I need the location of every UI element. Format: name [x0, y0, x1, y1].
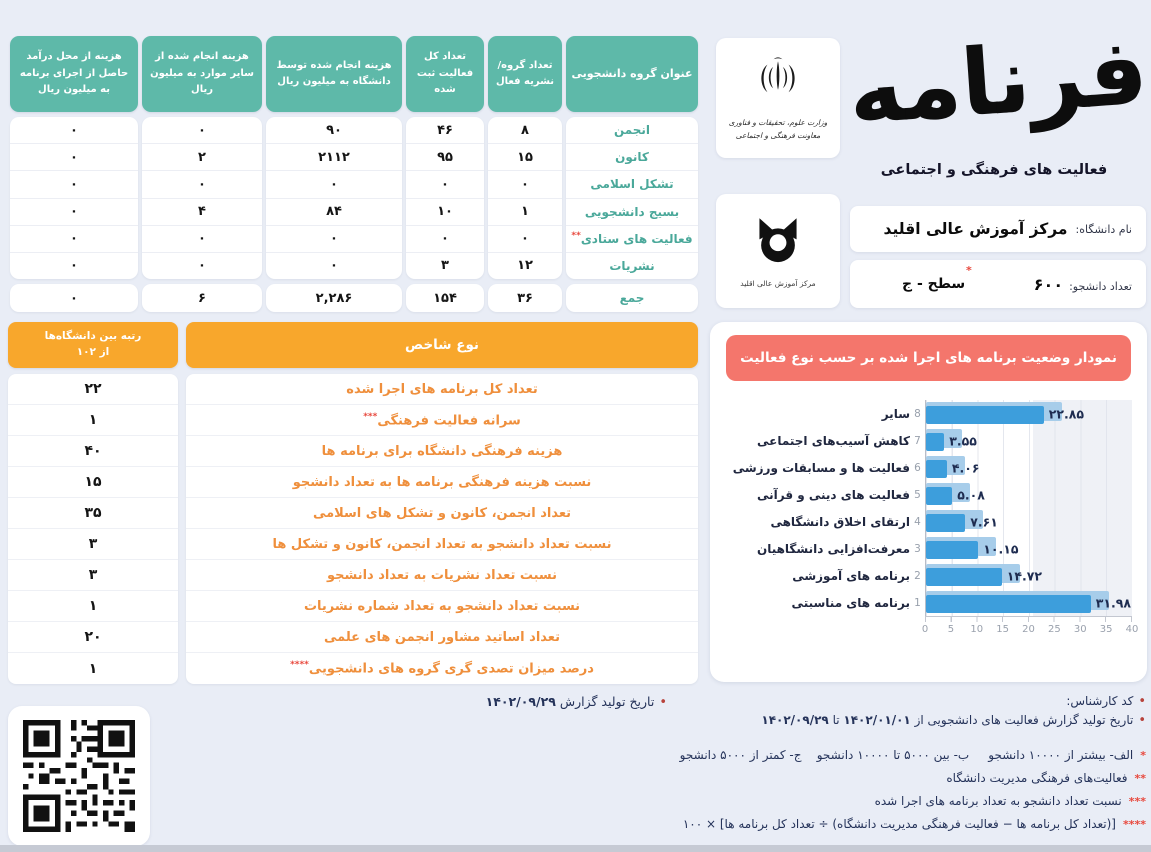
rank-cell: ۲۲ — [8, 374, 178, 405]
total-cell: ۶ — [142, 284, 262, 312]
university-name-label: نام دانشگاه: — [1075, 222, 1132, 236]
rank-cell: ۳ — [8, 560, 178, 591]
table-cell: ۰ — [266, 226, 402, 253]
activity-col-univ-cost-header: هزینه انجام شده توسط دانشگاه به میلیون ریال — [266, 36, 402, 112]
bar — [925, 562, 1132, 589]
total-cell: ۰ — [10, 284, 138, 312]
group-label: بسیج دانشجویی — [566, 199, 698, 226]
report-date-value: ۱۴۰۲/۰۹/۲۹ — [485, 694, 556, 709]
qr-code — [8, 706, 150, 846]
table-cell: ۰ — [266, 171, 402, 198]
group-label: کانون — [566, 144, 698, 171]
table-cell: ۴ — [142, 199, 262, 226]
bar — [925, 400, 1132, 427]
indicator-row: تعداد کل برنامه های اجرا شده — [186, 374, 698, 405]
rank-cell: ۱ — [8, 405, 178, 436]
bullet-icon: • — [659, 695, 667, 710]
activity-col-groups-body — [566, 117, 698, 279]
group-label: نشریات — [609, 258, 655, 273]
chart-bar-row: فعالیت های دینی و قرآنی 5 ۵.۰۸ — [730, 481, 1137, 508]
report-range-note: •تاریخ تولید گزارش فعالیت های دانشجویی از ۱۴۰۲/۰۱/۰۱ تا ۱۴۰۲/۰۹/۲۹ — [761, 713, 1146, 728]
activity-col-groups-header: عنوان گروه دانشجویی — [566, 36, 698, 112]
bar — [925, 589, 1132, 616]
table-cell: ۰ — [10, 117, 138, 144]
university-logo-icon — [749, 214, 807, 272]
rank-cell: ۳ — [8, 529, 178, 560]
students-label: تعداد دانشجو: — [1069, 279, 1132, 293]
bar-value-label: ۵.۰۸ — [957, 487, 985, 502]
group-label: انجمن — [566, 117, 698, 144]
activity-col-groups — [566, 36, 698, 312]
table-cell: ۰ — [10, 144, 138, 171]
table-cell: ۰ — [488, 171, 562, 198]
indicator-row: نسبت تعداد دانشجو به تعداد شماره نشریات — [186, 591, 698, 622]
activity-col-univ-cost — [266, 36, 402, 312]
indicator-table — [6, 322, 698, 684]
red-note-marker: **** — [290, 660, 309, 671]
table-cell: ۰ — [406, 171, 484, 198]
activity-col-active — [488, 36, 562, 312]
bar-value-label: ۲۲.۸۵ — [1048, 406, 1084, 421]
rank-cell: ۴۰ — [8, 436, 178, 467]
students-value: ۶۰۰ — [1033, 274, 1064, 294]
footnote-formula: ****[(تعداد کل برنامه ها − فعالیت فرهنگی مدیریت دانشگاه) ÷ تعداد کل برنامه ها] × ۱۰۰ — [682, 817, 1146, 831]
ministry-deputy: معاونت فرهنگی و اجتماعی — [735, 131, 821, 140]
rank-cell: ۲۰ — [8, 622, 178, 653]
table-cell: ۲ — [142, 144, 262, 171]
footnote-level-legend: *الف- بیشتر از ۱۰۰۰۰ دانشجو ب- بین ۵۰۰۰ تا ۱۰۰۰۰ دانشجو ج- کمتر از ۵۰۰۰ دانشجو — [679, 748, 1146, 762]
table-cell: ۰ — [142, 226, 262, 253]
chart-bar-row: کاهش آسیب‌های اجتماعی 7 ۳.۵۵ — [730, 427, 1137, 454]
bar-value-label: ۴.۰۶ — [951, 460, 980, 475]
total-cell: ۱۵۴ — [406, 284, 484, 312]
table-cell: ۰ — [10, 199, 138, 226]
indicator-row: نسبت تعداد دانشجو به تعداد انجمن، کانون و تشکل ها — [186, 529, 698, 560]
activity-col-total-activities-header: تعداد کل فعالیت ثبت شده — [406, 36, 484, 112]
indicator-row: سرانه فعالیت فرهنگی*** — [186, 405, 698, 436]
chart-title: نمودار وضعیت برنامه های اجرا شده بر حسب نوع فعالیت — [726, 335, 1131, 381]
total-cell: ۳۶ — [488, 284, 562, 312]
table-cell: ۰ — [142, 171, 262, 198]
chart-bar-row: ارتقای اخلاق دانشگاهی 4 ۷.۶۱ — [730, 508, 1137, 535]
activity-col-active-header: تعداد گروه/نشریه فعال — [488, 36, 562, 112]
activity-col-other-cost — [142, 36, 262, 312]
chart-bar-row: برنامه های آموزشی 2 ۱۴.۷۲ — [730, 562, 1137, 589]
activity-col-total-activities — [406, 36, 484, 312]
university-logo-card — [716, 194, 840, 308]
chart-bar-row: فعالیت ها و مسابقات ورزشی 6 ۴.۰۶ — [730, 454, 1137, 481]
table-cell: ۸۴ — [266, 199, 402, 226]
table-cell: ۰ — [198, 258, 206, 274]
rank-header: رتبه بین دانشگاه‌ها از ۱۰۲ — [8, 322, 178, 368]
chart-bar-row: برنامه های مناسبتی 1 ۳۱.۹۸ — [730, 589, 1137, 616]
table-cell: ۱۰ — [406, 199, 484, 226]
group-label: فعالیت های ستادی** — [566, 226, 698, 253]
table-cell: ۳ — [441, 258, 449, 274]
bar — [925, 535, 1132, 562]
university-name-box — [850, 206, 1146, 252]
range-from-date: ۱۴۰۲/۰۱/۰۱ — [843, 713, 911, 727]
table-cell: ۱۲ — [517, 258, 533, 274]
table-cell: ۰ — [142, 117, 262, 144]
activity-col-other-cost-header: هزینه انجام شده از سایر موارد به میلیون ریال — [142, 36, 262, 112]
rank-cell: ۳۵ — [8, 498, 178, 529]
activity-col-income-cost — [10, 36, 138, 312]
activity-table — [6, 36, 698, 312]
bar-chart — [730, 400, 1137, 638]
activity-col-income-cost-header: هزینه از محل درآمد حاصل از اجرای برنامه به میلیون ریال — [10, 36, 138, 112]
red-note-marker: ** — [571, 231, 581, 242]
table-cell: ۱ — [488, 199, 562, 226]
rank-cell: ۱ — [88, 660, 98, 677]
table-cell: ۰ — [330, 258, 338, 274]
table-cell: ۰ — [488, 226, 562, 253]
bar-value-label: ۱۴.۷۲ — [1006, 568, 1043, 583]
bar — [925, 454, 1132, 481]
group-total-label: جمع — [566, 284, 698, 312]
table-cell: ۰ — [10, 226, 138, 253]
indicator-row: نسبت هزینه فرهنگی برنامه ها به تعداد دانشجو — [186, 467, 698, 498]
bullet-icon: • — [1138, 713, 1146, 728]
chart-x-ticks: 0 5 10 15 20 25 30 35 40 — [921, 624, 1139, 635]
bullet-icon: • — [1138, 694, 1146, 709]
total-cell: ۲,۲۸۶ — [266, 284, 402, 312]
table-cell: ۸ — [488, 117, 562, 144]
indicator-main-column — [186, 322, 698, 684]
table-cell: ۹۰ — [266, 117, 402, 144]
table-cell: ۲۱۱۲ — [266, 144, 402, 171]
table-cell: ۰ — [406, 226, 484, 253]
level-value: سطح - ج — [902, 276, 966, 292]
university-info-box — [850, 260, 1146, 308]
university-logo-caption: مرکز آموزش عالی اقلید — [740, 279, 816, 288]
page-bottom-edge — [0, 845, 1151, 852]
ministry-name: وزارت علوم، تحقیقات و فناوری — [728, 117, 828, 127]
range-to-date: ۱۴۰۲/۰۹/۲۹ — [761, 713, 829, 727]
expert-code-note: •کد کارشناس: — [1066, 694, 1146, 709]
bar-value-label: ۳۱.۹۸ — [1095, 595, 1131, 610]
red-note-marker: *** — [363, 411, 378, 422]
indicator-row: هزینه فرهنگی دانشگاه برای برنامه ها — [186, 436, 698, 467]
bar-value-label: ۷.۶۱ — [970, 514, 998, 529]
level-note-marker: * — [966, 264, 972, 277]
activity-type-chart-card — [710, 322, 1147, 682]
indicator-rank-column — [8, 322, 178, 684]
bar-value-label: ۱۰.۱۵ — [983, 541, 1019, 556]
chart-bar-row: معرفت‌افزایی دانشگاهیان 3 ۱۰.۱۵ — [730, 535, 1137, 562]
footnote-per-capita: ***نسبت تعداد دانشجو به تعداد برنامه های اجرا شده — [874, 794, 1146, 808]
indicator-row: تعداد انجمن، کانون و تشکل های اسلامی — [186, 498, 698, 529]
table-cell: ۹۵ — [406, 144, 484, 171]
indicator-header: نوع شاخص — [186, 322, 698, 368]
iran-emblem-icon — [752, 54, 804, 110]
footnote-staff-activities: **فعالیت‌های فرهنگی مدیریت دانشگاه — [946, 771, 1146, 785]
bar — [925, 427, 1132, 454]
farnameh-calligraphy-logo: فرنامه — [844, 17, 1151, 145]
bar — [925, 481, 1132, 508]
rank-cell: ۱۵ — [8, 467, 178, 498]
indicator-row: تعداد اساتید مشاور انجمن های علمی — [186, 622, 698, 653]
ministry-card — [716, 38, 840, 158]
rank-cell: ۱ — [8, 591, 178, 622]
university-name-value: مرکز آموزش عالی اقلید — [883, 220, 1068, 238]
chart-bar-row: سایر 8 ۲۲.۸۵ — [730, 400, 1137, 427]
bar — [925, 508, 1132, 535]
table-cell: ۱۵ — [488, 144, 562, 171]
footnotes-block — [556, 694, 1146, 836]
table-cell: ۰ — [70, 258, 78, 274]
group-label: تشکل اسلامی — [566, 171, 698, 198]
indicator-row: درصد میزان تصدی گری گروه های دانشجویی**** — [290, 660, 594, 677]
table-cell: ۰ — [10, 171, 138, 198]
bar-value-label: ۳.۵۵ — [949, 433, 977, 448]
table-cell: ۴۶ — [406, 117, 484, 144]
indicator-row: نسبت تعداد نشریات به تعداد دانشجو — [186, 560, 698, 591]
report-date-note: •تاریخ تولید گزارش ۱۴۰۲/۰۹/۲۹ — [485, 694, 667, 710]
logo-subtitle: فعالیت های فرهنگی و اجتماعی — [880, 162, 1108, 178]
